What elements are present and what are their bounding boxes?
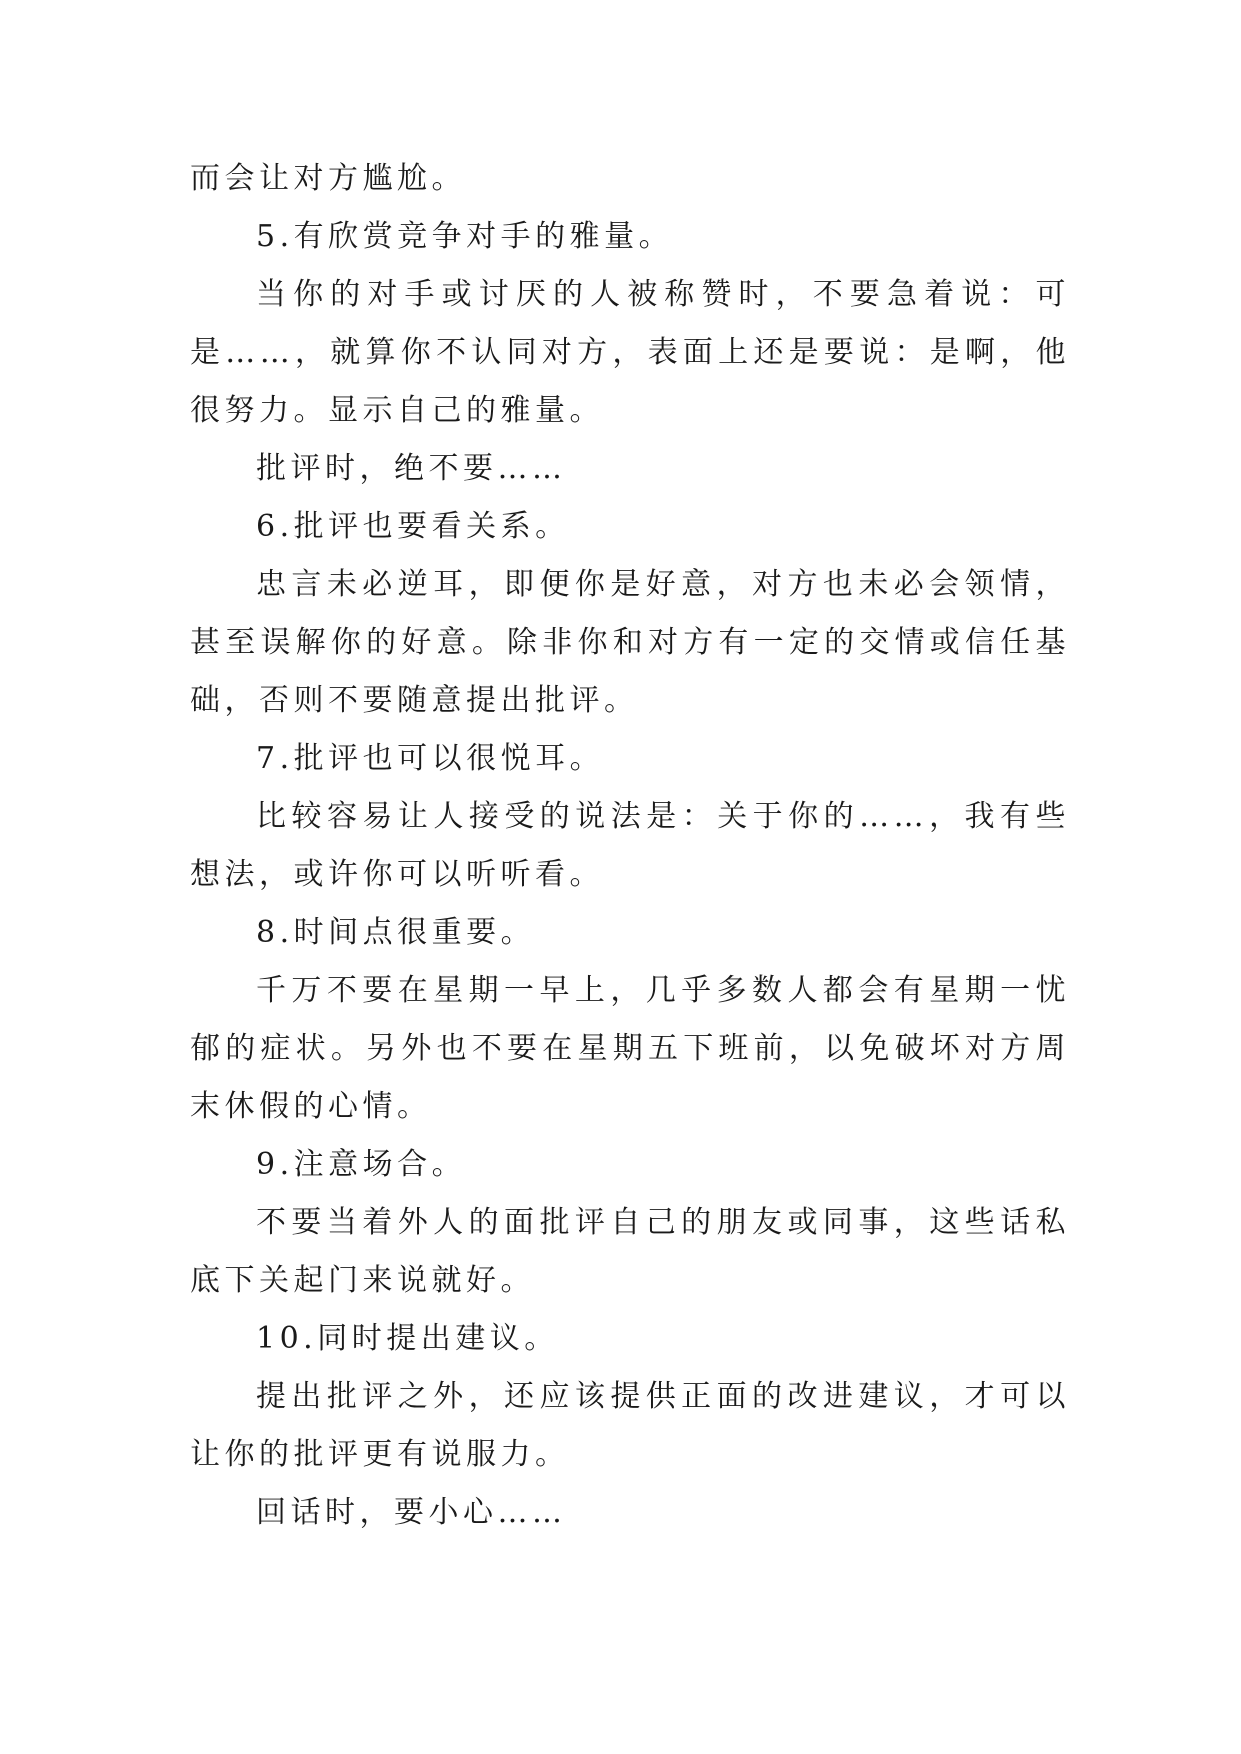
paragraph-item-9-body: 不要当着外人的面批评自己的朋友或同事，这些话私底下关起门来说就好。	[190, 1205, 1070, 1298]
section-heading-criticism: 批评时，绝不要……	[256, 451, 567, 486]
paragraph-item-6-body: 忠言未必逆耳，即便你是好意，对方也未必会领情，甚至误解你的好意。除非你和对方有一定的交情或信任基础，否则不要随意提出批评。	[190, 567, 1070, 718]
heading-item-5: 5.有欣赏竞争对手的雅量。	[256, 219, 674, 254]
paragraph-item-5-body: 当你的对手或讨厌的人被称赞时，不要急着说：可是……，就算你不认同对方，表面上还是要说：是啊，他很努力。显示自己的雅量。	[190, 277, 1070, 428]
paragraph-item-10-body: 提出批评之外，还应该提供正面的改进建议，才可以让你的批评更有说服力。	[190, 1379, 1070, 1472]
paragraph-item-7-body: 比较容易让人接受的说法是：关于你的……，我有些想法，或许你可以听听看。	[190, 799, 1070, 892]
heading-item-7: 7.批评也可以很悦耳。	[256, 741, 605, 776]
paragraph-item-8-body: 千万不要在星期一早上，几乎多数人都会有星期一忧郁的症状。另外也不要在星期五下班前，以免破坏对方周末休假的心情。	[190, 973, 1070, 1124]
section-heading-reply: 回话时，要小心……	[256, 1495, 567, 1530]
heading-item-10: 10.同时提出建议。	[256, 1321, 559, 1356]
heading-item-8: 8.时间点很重要。	[256, 915, 536, 950]
heading-item-6: 6.批评也要看关系。	[256, 509, 570, 544]
heading-item-9: 9.注意场合。	[256, 1147, 467, 1182]
document-page	[190, 150, 1070, 1542]
paragraph-continuation: 而会让对方尴尬。	[190, 161, 466, 196]
